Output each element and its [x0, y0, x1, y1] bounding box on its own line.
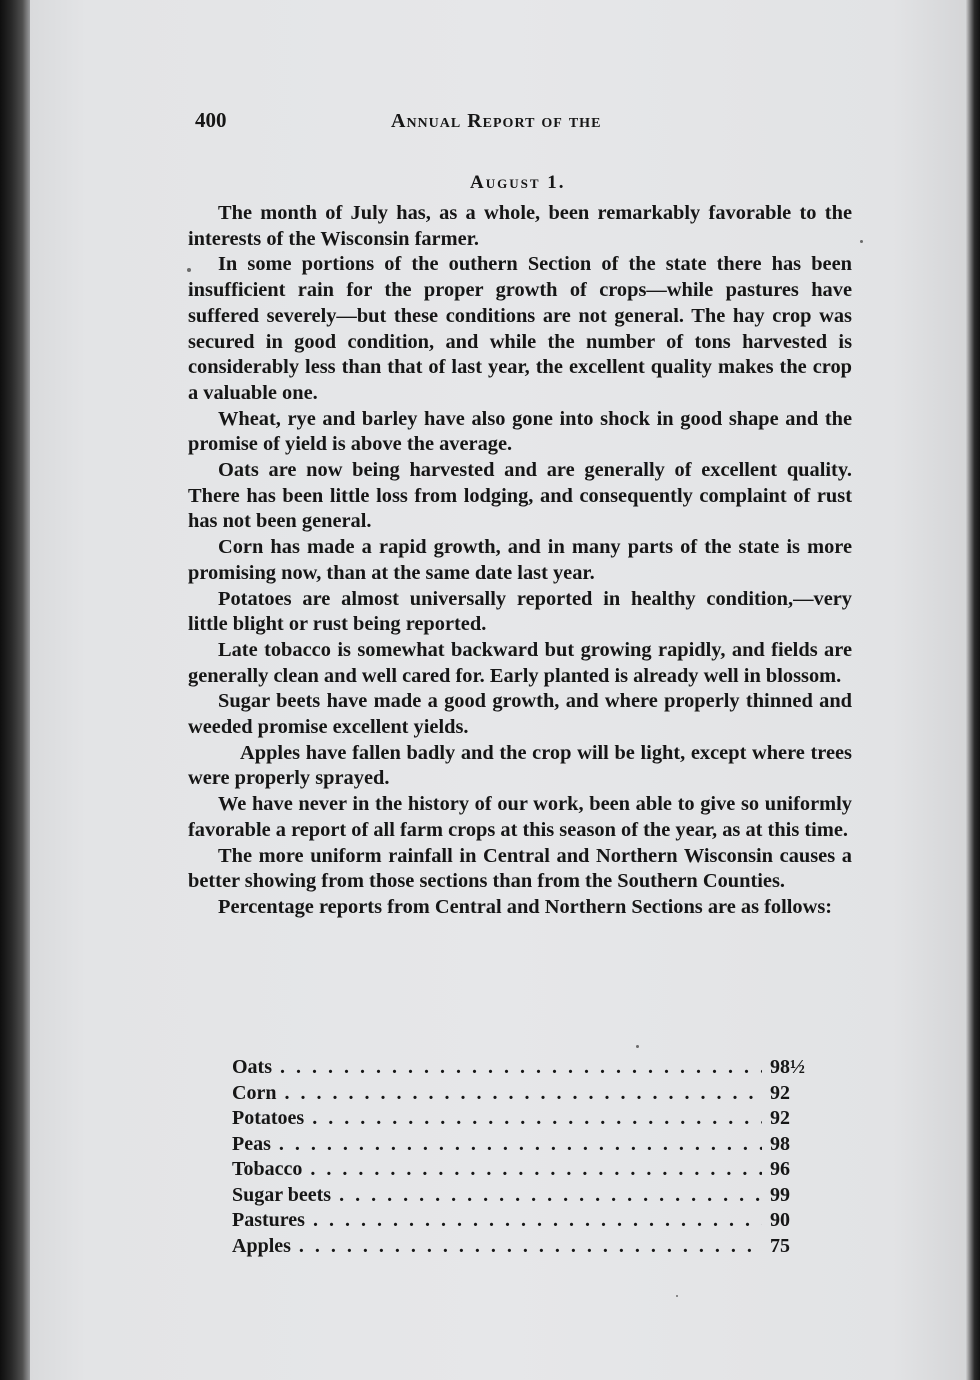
paper-speck [636, 1045, 639, 1048]
crop-percentage: 92 [770, 1107, 790, 1129]
crop-percentage: 99 [770, 1183, 790, 1206]
dot-leader [310, 1158, 762, 1181]
running-head: Annual Report of the [391, 110, 602, 132]
paragraph: Potatoes are almost universally reported in healthy condition,—very little blight or rust being reported. [188, 587, 852, 636]
page-right-edge [966, 0, 980, 1380]
dot-leader [339, 1184, 762, 1207]
crop-name: Peas [232, 1132, 271, 1155]
table-row [232, 1056, 826, 1082]
paragraph: The month of July has, as a whole, been remarkably favorable to the interests of the Wisconsin farmer. [188, 202, 852, 250]
page-header [195, 108, 855, 138]
paper-speck [676, 1295, 678, 1297]
crop-percentage: 98½ [770, 1056, 805, 1078]
dot-leader [284, 1082, 762, 1105]
table-row [232, 1158, 826, 1184]
crop-name: Tobacco [232, 1158, 303, 1180]
crop-name: Oats [232, 1056, 272, 1078]
paragraph: Percentage reports from Central and Northern Sections are as follows: [218, 895, 833, 918]
crop-percentage: 90 [770, 1209, 790, 1231]
paper-speck [187, 268, 191, 272]
table-row [232, 1209, 826, 1235]
crop-percentage: 98 [770, 1132, 790, 1155]
report-body [188, 201, 852, 921]
paper-speck [860, 240, 863, 243]
table-row [232, 1235, 826, 1261]
paragraph: Sugar beets have made a good growth, and where properly thinned and weeded promise excellent yields. [188, 690, 852, 739]
dot-leader [299, 1235, 762, 1258]
page-number: 400 [195, 108, 227, 132]
paragraph: Corn has made a rapid growth, and in many parts of the state is more promising now, than at the same date last year. [188, 536, 852, 584]
crop-percentage: 96 [770, 1158, 790, 1180]
crop-percentage: 92 [770, 1081, 790, 1104]
table-row [232, 1133, 826, 1159]
dot-leader [280, 1056, 762, 1079]
table-row [232, 1184, 826, 1210]
dot-leader [313, 1209, 762, 1232]
table-row [232, 1107, 826, 1133]
paragraph: Apples have fallen badly and the crop will be light, except where trees were properly sprayed. [188, 741, 852, 790]
paragraph: Wheat, rye and barley have also gone into shock in good shape and the promise of yield is above the average. [188, 407, 852, 456]
dot-leader [312, 1107, 762, 1130]
crop-name: Pastures [232, 1209, 305, 1231]
crop-percentage: 75 [770, 1234, 790, 1257]
percentage-table [232, 1056, 826, 1260]
paragraph: In some portions of the outhern Section of the state there has been insufficient rain for the proper growth of crops—while pastures have suffered severely—but these conditions are not general. The hay crop was secured in good condition, and while the number of tons harvested is considerably less than that of last year, the excellent quality makes the crop a valuable one. [188, 253, 852, 404]
paragraph: Late tobacco is somewhat backward but growing rapidly, and fields are generally clean and well cared for. Early planted is already well in blossom. [188, 638, 852, 687]
table-row [232, 1082, 826, 1108]
crop-name: Apples [232, 1234, 291, 1257]
paragraph: The more uniform rainfall in Central and Northern Wisconsin causes a better showing from those sections than from the Southern Counties. [188, 844, 852, 893]
paragraph: Oats are now being harvested and are generally of excellent quality. There has been little loss from lodging, and consequently complaint of rust has not been general. [188, 459, 852, 533]
dot-leader [279, 1133, 762, 1156]
paragraph: We have never in the history of our work, been able to give so uniformly favorable a report of all farm crops at this season of the year, as at this time. [188, 793, 852, 841]
section-heading: August 1. [470, 172, 566, 193]
crop-name: Corn [232, 1081, 277, 1104]
crop-name: Potatoes [232, 1107, 305, 1129]
crop-name: Sugar beets [232, 1183, 332, 1206]
book-binding-edge [0, 0, 30, 1380]
